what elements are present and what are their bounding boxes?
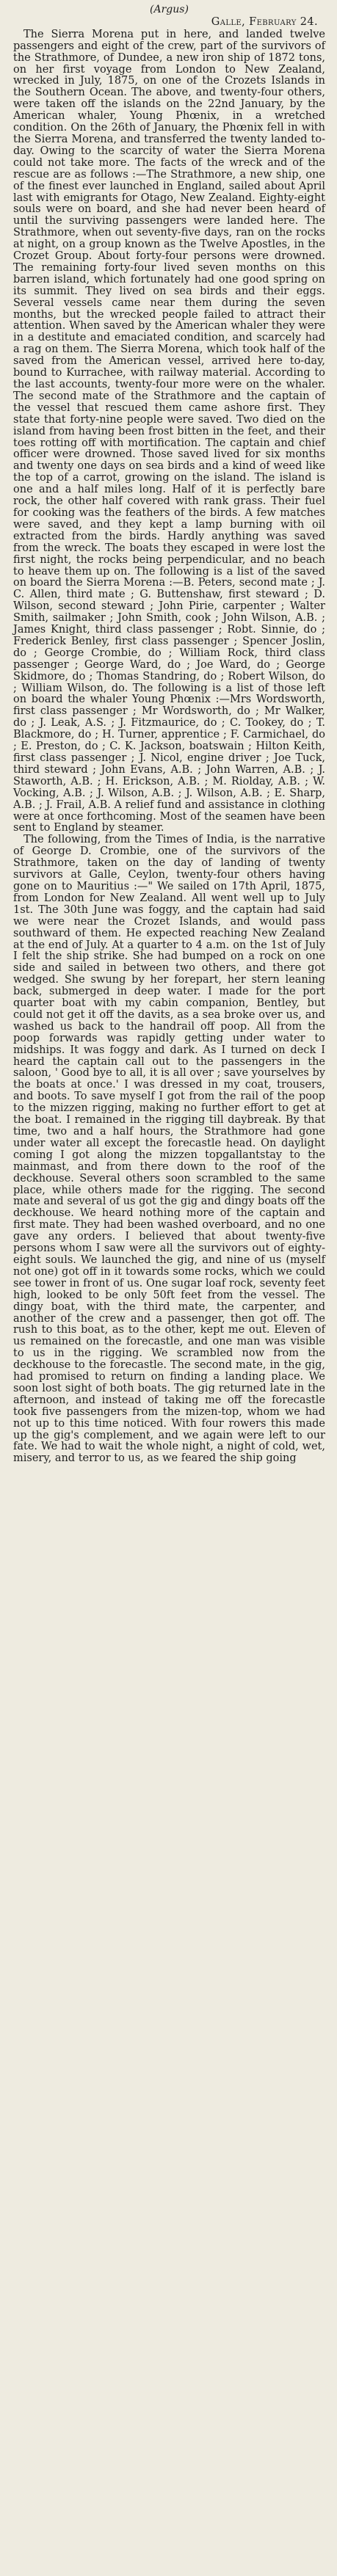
wreck-report-paragraph: The Sierra Morena put in here, and landed twelve passengers and eight of the crew, part of the survivors of the Strathmore, of Dundee, a new iron ship of 1872 tons, on her first voyage from London to New Zealand, wrecked in July, 1875, on one of the Crozets Islands in the Southern Ocean. The above, and twenty-four others, were taken off the islands on the 22nd January, by the American whaler, Young Phœnix, in a wretched condition. On the 26th of January, the Phœnix fell in with the Sierra Morena, and transferred the twenty landed to-day. Owing to the scarcity of water the Sierra Morena could not take more. The facts of the wreck and of the rescue are as follows :—The Strathmore, a new ship, one of the finest ever launched in England, sailed about April last with emigrants for Otago, New Zealand. Eighty-eight souls were on board, and she had never been heard of until the surviving passengers were landed here. The Strathmore, when out seventy-five days, ran on the rocks at night, on a group known as the Twelve Apostles, in the Crozet Group. About forty-four persons were drowned. The remaining forty-four lived seven months on this barren island, which fortunately had one good spring on its summit. They lived on sea birds and their eggs. Several vessels came near them during the seven months, but the wrecked people failed to attract their attention. When saved by the American whaler they were in a destitute and emaciated condition, and scarcely had a rag on them. The Sierra Morena, which took half of the saved from the American vessel, arrived here to-day, bound to Kurrachee, with railway material. According to the last accounts, twenty-four more were on the whaler. The second mate of the Strathmore and the captain of the vessel that rescued them came ashore first. They state that forty-nine people were saved. Two died on the island from having been frost bitten in the feet, and their toes rotting off with mortification. The captain and chief officer were drowned. Those saved lived for six months and twenty one days on sea birds and a kind of weed like the top of a carrot, growing on the island. The island is one and a half miles long. Half of it is perfectly bare rock, the other half covered with rank grass. Their fuel for cooking was the feathers of the birds. A few matches were saved, and they kept a lamp burning with oil extracted from the birds. Hardly anything was saved from the wreck. The boats they escaped in were lost the first night, the rocks being perpendicular, and no beach to heave them up on. The following is a list of the saved on board the Sierra Morena :—B. Peters, second mate ; J. C. Allen, third mate ; G. Buttenshaw, first steward ; D. Wilson, second steward ; John Pirie, carpenter ; Walter Smith, sailmaker ; John Smith, cook ; John Wilson, A.B. ; James Knight, third class passenger ; Robt. Sinnie, do ; Frederick Benley, first class passenger ; Spencer Joslin, do ; George Crombie, do ; William Rock, third class passenger ; George Ward, do ; Joe Ward, do ; George Skidmore, do ; Thomas Standring, do ; Robert Wilson, do ; William Wilson, do. The following is a list of those left on board the whaler Young Phœnix :—Mrs Wordsworth, first class passenger ; Mr Wordsworth, do ; Mr Walker, do ; J. Leak, A.S. ; J. Fitzmaurice, do ; C. Tookey, do ; T. Blackmore, do ; H. Turner, apprentice ; F. Carmichael, do ; E. Preston, do ; C. K. Jackson, boatswain ; Hilton Keith, first class passenger ; J. Nicol, engine driver ; Joe Tuck, third steward ; John Evans, A.B. ; John Warren, A.B. ; J. Staworth, A.B. ; H. Erickson, A.B. ; M. Riolday, A.B. ; W. Vocking, A.B. ; J. Wilson, A.B. ; J. Wilson, A.B. ; E. Sharp, A.B. ; J. Frail, A.B. A relief fund and assistance in clothing were at once forthcoming. Most of the seamen have been sent to England by steamer. [13, 28, 325, 834]
crombie-narrative-paragraph: The following, from the Times of India, is the narrative of George D. Crombie, one of the survivors of the Strathmore, taken on the day of landing of twenty survivors at Galle, Ceylon, twenty-four others having gone on to Mauritius :—" We sailed on 17th April, 1875, from London for New Zealand. All went well up to July 1st. The 30th June was foggy, and the captain had said we were near the Crozet Islands, and would pass southward of them. He expected reaching New Zealand at the end of July. At a quarter to 4 a.m. on the 1st of July I felt the ship strike. She had bumped on a rock on one side and sailed in between two others, and there got wedged. She swung by her forepart, her stern leaning back, submerged in deep water. I made for the port quarter boat with my cabin companion, Bentley, but could not get it off the davits, as a sea broke over us, and washed us back to the handrail off poop. All from the poop forwards was rapidly getting under water to midships. It was foggy and dark. As I turned on deck I heard the captain call out to the passengers in the saloon, ' Good bye to all, it is all over ; save yourselves by the boats at once.' I was dressed in my coat, trousers, and boots. To save myself I got from the rail of the poop to the mizzen rigging, making no further effort to get at the boat. I remained in the rigging till daybreak. By that time, two and a half hours, the Strathmore had gone under water all except the forecastle head. On daylight coming I got along the mizzen topgallantstay to the mainmast, and from there down to the roof of the deckhouse. Several others soon scrambled to the same place, while others made for the rigging. The second mate and several of us got the gig and dingy boats off the deckhouse. We heard nothing more of the captain and first mate. They had been washed overboard, and no one gave any orders. I believed that about twenty-five persons whom I saw were all the survivors out of eighty-eight souls. We launched the gig, and nine of us (myself not one) got off in it towards some rocks, which we could see tower in front of us. One sugar loaf rock, seventy feet high, looked to be only 50ft feet from the vessel. The dingy boat, with the third mate, the carpenter, and another of the crew and a passenger, then got off. The rush to this boat, as to the other, kept me out. Eleven of us remained on the forecastle, and one man was visible to us in the rigging. We scrambled now from the deckhouse to the forecastle. The second mate, in the gig, had promised to return on finding a landing place. We soon lost sight of both boats. The gig returned late in the afternoon, and instead of taking me off the forecastle took five passengers from the mizen-top, whom we had not up to this time noticed. With four rowers this made up the gig's complement, and we again were left to our fate. We had to wait the whole night, a night of cold, wet, misery, and terror to us, as we feared the ship going [13, 834, 325, 1465]
dateline: Galle, February 24. [211, 15, 318, 28]
source-credit: (Argus) [150, 4, 189, 15]
